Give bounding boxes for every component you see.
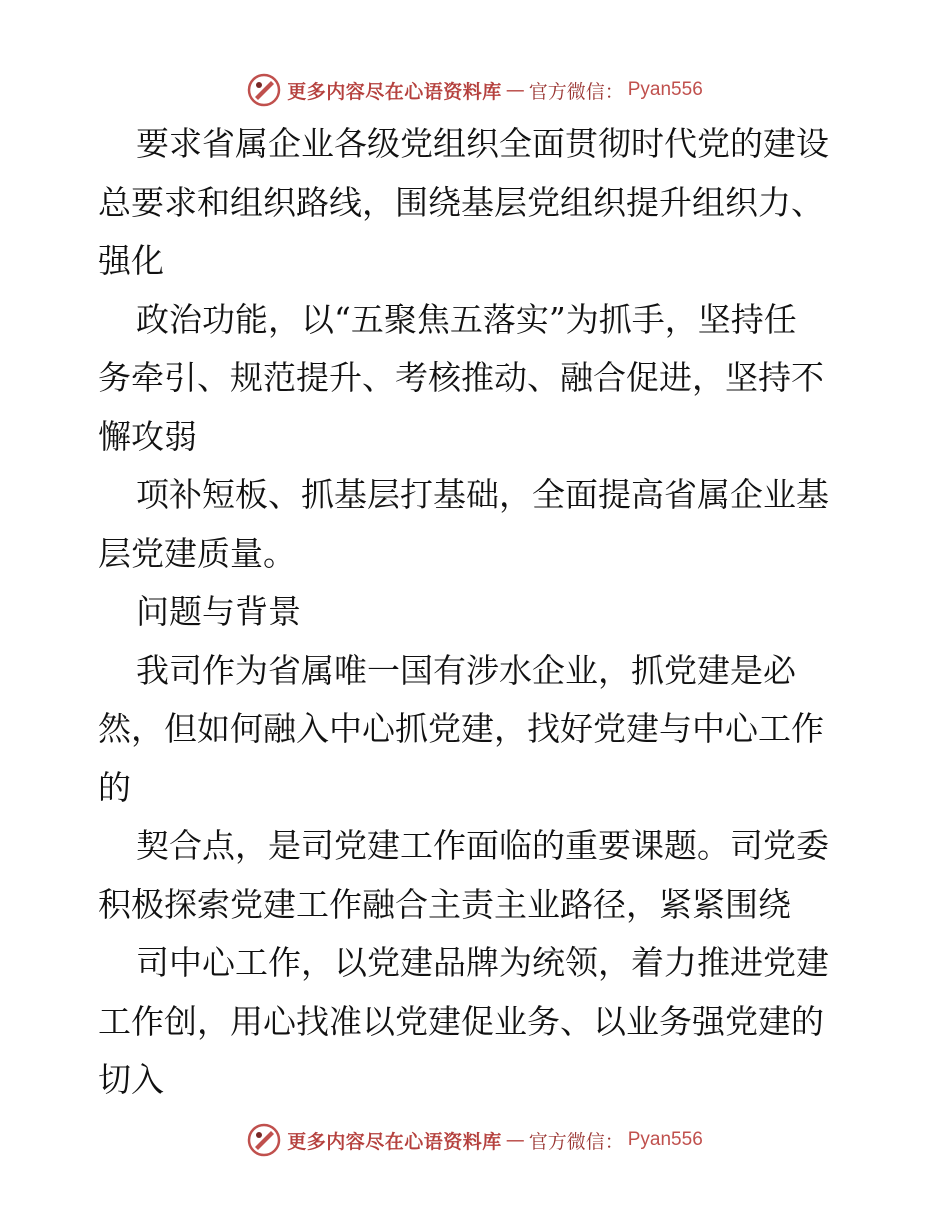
text-line: 政治功能，以“五聚焦五落实”为抓手，坚持任: [136, 299, 797, 339]
text-line: 懈攻弱: [98, 416, 197, 456]
text-line: 契合点，是司党建工作面临的重要课题。司党委: [136, 826, 829, 865]
section-heading: 问题与背景: [136, 592, 301, 631]
watermark-label: 官方微信：: [528, 1130, 624, 1153]
brand-logo-icon: [247, 1123, 281, 1157]
watermark-dash: —: [505, 79, 525, 101]
text-line: 我司作为省属唯一国有涉水企业，抓党建是必: [136, 650, 796, 690]
text-line: 总要求和组织路线，围绕基层党组织提升组织力、: [98, 182, 824, 222]
text-line: 层党建质量。: [98, 533, 296, 573]
header-watermark: [0, 70, 950, 110]
text-line: 项补短板、抓基层打基础，全面提高省属企业基: [136, 475, 829, 514]
text-line: 要求省属企业各级党组织全面贯彻时代党的建设: [136, 124, 829, 163]
text-line: 切入: [98, 1060, 164, 1099]
watermark-dash: —: [505, 1129, 525, 1151]
watermark-wechat-id: Pyan556: [627, 1129, 703, 1150]
watermark-wechat-id: Pyan556: [627, 79, 703, 100]
watermark-label: 官方微信：: [528, 80, 624, 103]
text-line: 司中心工作，以党建品牌为统领，着力推进党建: [136, 943, 829, 982]
watermark-text: 更多内容尽在心语资料库: [287, 80, 502, 103]
footer-watermark: [0, 1120, 950, 1160]
brand-logo-icon: [247, 73, 281, 107]
document-body: [98, 115, 858, 1110]
text-line: 工作创，用心找准以党建促业务、以业务强党建的: [98, 1001, 824, 1041]
watermark-text: 更多内容尽在心语资料库: [287, 1130, 502, 1153]
text-line: 然，但如何融入中心抓党建，找好党建与中心工作: [98, 709, 824, 748]
text-line: 的: [98, 767, 131, 807]
text-line: 积极探索党建工作融合主责主业路径，紧紧围绕: [98, 884, 791, 924]
text-line: 强化: [98, 241, 164, 280]
text-line: 务牵引、规范提升、考核推动、融合促进，坚持不: [98, 358, 824, 397]
